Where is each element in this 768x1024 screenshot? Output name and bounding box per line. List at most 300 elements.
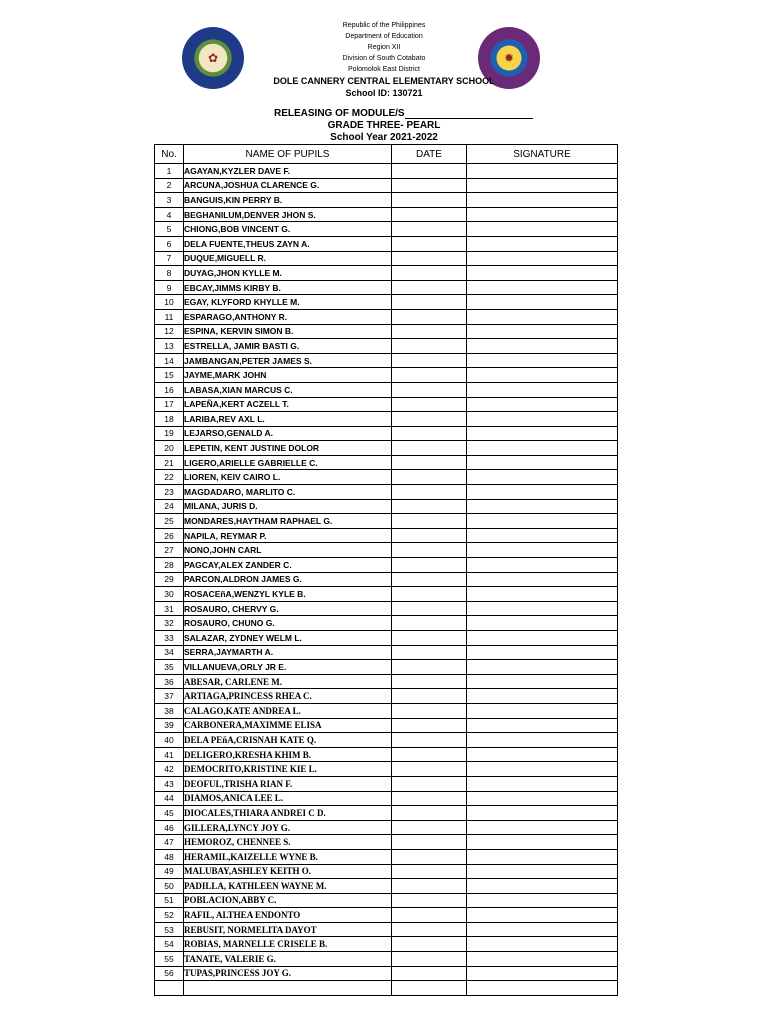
- signature-cell[interactable]: [467, 879, 618, 894]
- signature-cell[interactable]: [467, 266, 618, 281]
- table-row: [155, 266, 618, 281]
- row-number: 32: [155, 616, 184, 631]
- signature-cell[interactable]: [467, 572, 618, 587]
- date-cell[interactable]: [392, 528, 467, 543]
- row-number: 34: [155, 645, 184, 660]
- row-number: 10: [155, 295, 184, 310]
- row-number: 28: [155, 558, 184, 573]
- signature-cell[interactable]: [467, 952, 618, 967]
- row-number: 47: [155, 835, 184, 850]
- row-number: 14: [155, 353, 184, 368]
- row-number: 48: [155, 849, 184, 864]
- date-cell[interactable]: [392, 193, 467, 208]
- pupil-name: CHIONG,BOB VINCENT G.: [184, 222, 392, 237]
- row-number: 26: [155, 528, 184, 543]
- signature-cell[interactable]: [467, 703, 618, 718]
- pupil-name: HERAMIL,KAIZELLE WYNE B.: [184, 849, 392, 864]
- signature-cell[interactable]: [467, 382, 618, 397]
- signature-cell[interactable]: [467, 309, 618, 324]
- date-cell[interactable]: [392, 703, 467, 718]
- pupil-name: LIOREN, KEIV CAIRO L.: [184, 470, 392, 485]
- row-number: 54: [155, 937, 184, 952]
- signature-cell[interactable]: [467, 601, 618, 616]
- date-cell[interactable]: [392, 835, 467, 850]
- row-number: 50: [155, 879, 184, 894]
- pupil-name: PADILLA, KATHLEEN WAYNE M.: [184, 879, 392, 894]
- date-cell[interactable]: [392, 601, 467, 616]
- row-number: 17: [155, 397, 184, 412]
- pupil-name: DELA FUENTE,THEUS ZAYN A.: [184, 236, 392, 251]
- row-number: 8: [155, 266, 184, 281]
- signature-cell[interactable]: [467, 353, 618, 368]
- table-row: [155, 309, 618, 324]
- row-number: 12: [155, 324, 184, 339]
- releasing-label: RELEASING OF MODULE/S: [274, 108, 405, 119]
- date-cell[interactable]: [392, 981, 467, 996]
- table-row: [155, 339, 618, 354]
- header-line-department: Department of Education: [345, 33, 423, 40]
- pupil-name: DELA PEñA,CRISNAH KATE Q.: [184, 733, 392, 748]
- table-row: [155, 382, 618, 397]
- row-number: 40: [155, 733, 184, 748]
- table-row: [155, 514, 618, 529]
- row-number: 27: [155, 543, 184, 558]
- date-cell[interactable]: [392, 689, 467, 704]
- row-number: 13: [155, 339, 184, 354]
- signature-cell[interactable]: [467, 368, 618, 383]
- pupil-name: JAMBANGAN,PETER JAMES S.: [184, 353, 392, 368]
- row-number: 49: [155, 864, 184, 879]
- table-row: [155, 733, 618, 748]
- pupil-name: CARBONERA,MAXIMME ELISA: [184, 718, 392, 733]
- signature-cell[interactable]: [467, 222, 618, 237]
- pupil-name: DELIGERO,KRESHA KHIM B.: [184, 747, 392, 762]
- pupil-name: ESPARAGO,ANTHONY R.: [184, 309, 392, 324]
- table-row: [155, 441, 618, 456]
- table-row: [155, 572, 618, 587]
- table-row: [155, 470, 618, 485]
- row-number: 52: [155, 908, 184, 923]
- row-number: 22: [155, 470, 184, 485]
- date-cell[interactable]: [392, 849, 467, 864]
- signature-cell[interactable]: [467, 835, 618, 850]
- pupil-name: TUPAS,PRINCESS JOY G.: [184, 966, 392, 981]
- pupil-name: ESTRELLA, JAMIR BASTI G.: [184, 339, 392, 354]
- date-cell[interactable]: [392, 455, 467, 470]
- signature-cell[interactable]: [467, 339, 618, 354]
- signature-cell[interactable]: [467, 820, 618, 835]
- row-number: 51: [155, 893, 184, 908]
- column-header-no: No.: [155, 145, 184, 164]
- pupil-name: DIAMOS,ANICA LEE L.: [184, 791, 392, 806]
- date-cell[interactable]: [392, 893, 467, 908]
- signature-cell[interactable]: [467, 689, 618, 704]
- pupil-name: SALAZAR, ZYDNEY WELM L.: [184, 631, 392, 646]
- table-row: [155, 645, 618, 660]
- signature-cell[interactable]: [467, 295, 618, 310]
- signature-cell[interactable]: [467, 193, 618, 208]
- date-cell[interactable]: [392, 236, 467, 251]
- date-cell[interactable]: [392, 908, 467, 923]
- row-number: 6: [155, 236, 184, 251]
- table-row: [155, 660, 618, 675]
- signature-cell[interactable]: [467, 178, 618, 193]
- pupil-name: VILLANUEVA,ORLY JR E.: [184, 660, 392, 675]
- row-number: [155, 981, 184, 996]
- date-cell[interactable]: [392, 952, 467, 967]
- signature-cell[interactable]: [467, 733, 618, 748]
- row-number: 21: [155, 455, 184, 470]
- signature-cell[interactable]: [467, 966, 618, 981]
- pupil-name: DUQUE,MIGUELL R.: [184, 251, 392, 266]
- date-cell[interactable]: [392, 251, 467, 266]
- school-year: School Year 2021-2022: [330, 132, 438, 143]
- date-cell[interactable]: [392, 368, 467, 383]
- school-id: School ID: 130721: [345, 88, 423, 98]
- table-row: [155, 849, 618, 864]
- pupil-name: LEPETIN, KENT JUSTINE DOLOR: [184, 441, 392, 456]
- signature-cell[interactable]: [467, 616, 618, 631]
- date-cell[interactable]: [392, 426, 467, 441]
- pupil-name: DEOFUL,TRISHA RIAN F.: [184, 776, 392, 791]
- signature-cell[interactable]: [467, 922, 618, 937]
- signature-cell[interactable]: [467, 937, 618, 952]
- table-row: [155, 893, 618, 908]
- table-row: [155, 762, 618, 777]
- date-cell[interactable]: [392, 791, 467, 806]
- row-number: 16: [155, 382, 184, 397]
- pupil-name: LAPEÑA,KERT ACZELL T.: [184, 397, 392, 412]
- row-number: 31: [155, 601, 184, 616]
- row-number: 5: [155, 222, 184, 237]
- table-row: [155, 776, 618, 791]
- table-row: [155, 703, 618, 718]
- table-row: [155, 631, 618, 646]
- table-header-row: [155, 145, 618, 164]
- table-row: [155, 295, 618, 310]
- date-cell[interactable]: [392, 922, 467, 937]
- signature-cell[interactable]: [467, 412, 618, 427]
- pupil-name: PARCON,ALDRON JAMES G.: [184, 572, 392, 587]
- row-number: 44: [155, 791, 184, 806]
- signature-cell[interactable]: [467, 747, 618, 762]
- signature-cell[interactable]: [467, 441, 618, 456]
- row-number: 39: [155, 718, 184, 733]
- pupil-name: ABESAR, CARLENE M.: [184, 674, 392, 689]
- date-cell[interactable]: [392, 806, 467, 821]
- signature-cell[interactable]: [467, 981, 618, 996]
- table-row: [155, 966, 618, 981]
- table-row: [155, 601, 618, 616]
- table-row: [155, 587, 618, 602]
- row-number: 19: [155, 426, 184, 441]
- signature-cell[interactable]: [467, 762, 618, 777]
- signature-cell[interactable]: [467, 893, 618, 908]
- date-cell[interactable]: [392, 339, 467, 354]
- signature-cell[interactable]: [467, 207, 618, 222]
- pupil-name: DIOCALES,THIARA ANDREI C D.: [184, 806, 392, 821]
- date-cell[interactable]: [392, 485, 467, 500]
- pupil-name: AGAYAN,KYZLER DAVE F.: [184, 164, 392, 179]
- pupil-name: EBCAY,JIMMS KIRBY B.: [184, 280, 392, 295]
- signature-cell[interactable]: [467, 514, 618, 529]
- table-row: [155, 791, 618, 806]
- row-number: 3: [155, 193, 184, 208]
- pupil-name: MAGDADARO, MARLITO C.: [184, 485, 392, 500]
- table-row: [155, 193, 618, 208]
- row-number: 9: [155, 280, 184, 295]
- date-cell[interactable]: [392, 660, 467, 675]
- date-cell[interactable]: [392, 280, 467, 295]
- pupil-name: PAGCAY,ALEX ZANDER C.: [184, 558, 392, 573]
- signature-cell[interactable]: [467, 718, 618, 733]
- signature-cell[interactable]: [467, 806, 618, 821]
- pupil-name: DEMOCRITO,KRISTINE KIE L.: [184, 762, 392, 777]
- table-row: [155, 455, 618, 470]
- row-number: 4: [155, 207, 184, 222]
- signature-cell[interactable]: [467, 908, 618, 923]
- date-cell[interactable]: [392, 295, 467, 310]
- date-cell[interactable]: [392, 178, 467, 193]
- pupil-name: ROSAURO, CHUNO G.: [184, 616, 392, 631]
- table-row: [155, 485, 618, 500]
- roster-body: [155, 164, 618, 996]
- table-row: [155, 689, 618, 704]
- table-row: [155, 222, 618, 237]
- date-cell[interactable]: [392, 382, 467, 397]
- date-cell[interactable]: [392, 222, 467, 237]
- table-row: [155, 368, 618, 383]
- date-cell[interactable]: [392, 879, 467, 894]
- table-row: [155, 674, 618, 689]
- table-row: [155, 616, 618, 631]
- table-row: [155, 280, 618, 295]
- column-header-name: NAME OF PUPILS: [184, 145, 392, 164]
- signature-cell[interactable]: [467, 791, 618, 806]
- pupil-name: [184, 981, 392, 996]
- table-row: [155, 207, 618, 222]
- pupil-name: ESPINA, KERVIN SIMON B.: [184, 324, 392, 339]
- row-number: 35: [155, 660, 184, 675]
- row-number: 53: [155, 922, 184, 937]
- signature-cell[interactable]: [467, 485, 618, 500]
- signature-cell[interactable]: [467, 587, 618, 602]
- signature-cell[interactable]: [467, 558, 618, 573]
- signature-cell[interactable]: [467, 426, 618, 441]
- header-line-republic: Republic of the Philippines: [342, 22, 426, 29]
- signature-cell[interactable]: [467, 280, 618, 295]
- row-number: 55: [155, 952, 184, 967]
- row-number: 1: [155, 164, 184, 179]
- releasing-blank-line: [405, 109, 533, 119]
- releasing-title: [274, 108, 533, 119]
- date-cell[interactable]: [392, 470, 467, 485]
- pupil-name: BEGHANILUM,DENVER JHON S.: [184, 207, 392, 222]
- row-number: 42: [155, 762, 184, 777]
- row-number: 2: [155, 178, 184, 193]
- row-number: 7: [155, 251, 184, 266]
- row-number: 33: [155, 631, 184, 646]
- pupil-name: RAFIL, ALTHEA ENDONTO: [184, 908, 392, 923]
- header-line-division: Division of South Cotabato: [342, 55, 426, 62]
- table-row: [155, 528, 618, 543]
- pupil-name: MONDARES,HAYTHAM RAPHAEL G.: [184, 514, 392, 529]
- pupil-name: ARCUNA,JOSHUA CLARENCE G.: [184, 178, 392, 193]
- signature-cell[interactable]: [467, 164, 618, 179]
- signature-cell[interactable]: [467, 528, 618, 543]
- table-row: [155, 558, 618, 573]
- pupil-name: LARIBA,REV AXL L.: [184, 412, 392, 427]
- pupil-name: CALAGO,KATE ANDREA L.: [184, 703, 392, 718]
- pupil-name: JAYME,MARK JOHN: [184, 368, 392, 383]
- date-cell[interactable]: [392, 762, 467, 777]
- row-number: 24: [155, 499, 184, 514]
- row-number: 11: [155, 309, 184, 324]
- signature-cell[interactable]: [467, 455, 618, 470]
- table-row: [155, 937, 618, 952]
- date-cell[interactable]: [392, 645, 467, 660]
- signature-cell[interactable]: [467, 776, 618, 791]
- date-cell[interactable]: [392, 718, 467, 733]
- pupil-roster-table: [154, 144, 618, 996]
- pupil-name: LEJARSO,GENALD A.: [184, 426, 392, 441]
- pupil-name: TANATE, VALERIE G.: [184, 952, 392, 967]
- signature-cell[interactable]: [467, 397, 618, 412]
- date-cell[interactable]: [392, 733, 467, 748]
- signature-cell[interactable]: [467, 324, 618, 339]
- date-cell[interactable]: [392, 353, 467, 368]
- table-row: [155, 164, 618, 179]
- date-cell[interactable]: [392, 514, 467, 529]
- row-number: 30: [155, 587, 184, 602]
- pupil-name: BANGUIS,KIN PERRY B.: [184, 193, 392, 208]
- date-cell[interactable]: [392, 966, 467, 981]
- row-number: 41: [155, 747, 184, 762]
- table-row: [155, 718, 618, 733]
- school-logo-emblem: ✿: [207, 51, 219, 65]
- row-number: 25: [155, 514, 184, 529]
- signature-cell[interactable]: [467, 499, 618, 514]
- signature-cell[interactable]: [467, 645, 618, 660]
- pupil-name: LIGERO,ARIELLE GABRIELLE C.: [184, 455, 392, 470]
- date-cell[interactable]: [392, 937, 467, 952]
- date-cell[interactable]: [392, 631, 467, 646]
- pupil-name: REBUSIT, NORMELITA DAYOT: [184, 922, 392, 937]
- pupil-name: SERRA,JAYMARTH A.: [184, 645, 392, 660]
- pupil-name: ROBIAS, MARNELLE CRISELE B.: [184, 937, 392, 952]
- row-number: 18: [155, 412, 184, 427]
- document-header: [0, 20, 768, 99]
- date-cell[interactable]: [392, 820, 467, 835]
- row-number: 43: [155, 776, 184, 791]
- date-cell[interactable]: [392, 324, 467, 339]
- pupil-name: ROSACEñA,WENZYL KYLE B.: [184, 587, 392, 602]
- table-row: [155, 747, 618, 762]
- column-header-signature: SIGNATURE: [467, 145, 618, 164]
- table-row: [155, 353, 618, 368]
- signature-cell[interactable]: [467, 674, 618, 689]
- date-cell[interactable]: [392, 674, 467, 689]
- table-row: [155, 251, 618, 266]
- date-cell[interactable]: [392, 616, 467, 631]
- table-row: [155, 879, 618, 894]
- date-cell[interactable]: [392, 207, 467, 222]
- table-row: [155, 543, 618, 558]
- pupil-name: LABASA,XIAN MARCUS C.: [184, 382, 392, 397]
- signature-cell[interactable]: [467, 660, 618, 675]
- header-line-district: Polomolok East District: [348, 66, 420, 73]
- row-number: 37: [155, 689, 184, 704]
- date-cell[interactable]: [392, 558, 467, 573]
- table-row: [155, 178, 618, 193]
- date-cell[interactable]: [392, 266, 467, 281]
- date-cell[interactable]: [392, 441, 467, 456]
- table-row: [155, 324, 618, 339]
- table-row: [155, 426, 618, 441]
- signature-cell[interactable]: [467, 543, 618, 558]
- row-number: 29: [155, 572, 184, 587]
- pupil-name: NAPILA, REYMAR P.: [184, 528, 392, 543]
- date-cell[interactable]: [392, 397, 467, 412]
- pupil-name: HEMOROZ, CHENNEE S.: [184, 835, 392, 850]
- date-cell[interactable]: [392, 499, 467, 514]
- table-row: [155, 922, 618, 937]
- date-cell[interactable]: [392, 776, 467, 791]
- date-cell[interactable]: [392, 587, 467, 602]
- table-row: [155, 981, 618, 996]
- division-logo-emblem: ✹: [503, 51, 515, 65]
- row-number: 46: [155, 820, 184, 835]
- row-number: 36: [155, 674, 184, 689]
- pupil-name: DUYAG,JHON KYLLE M.: [184, 266, 392, 281]
- table-row: [155, 499, 618, 514]
- date-cell[interactable]: [392, 572, 467, 587]
- row-number: 15: [155, 368, 184, 383]
- row-number: 38: [155, 703, 184, 718]
- table-row: [155, 236, 618, 251]
- date-cell[interactable]: [392, 543, 467, 558]
- school-name: DOLE CANNERY CENTRAL ELEMENTARY SCHOOL: [273, 76, 495, 86]
- table-row: [155, 397, 618, 412]
- column-header-date: DATE: [392, 145, 467, 164]
- signature-cell[interactable]: [467, 631, 618, 646]
- signature-cell[interactable]: [467, 849, 618, 864]
- table-row: [155, 835, 618, 850]
- pupil-name: MILANA, JURIS D.: [184, 499, 392, 514]
- signature-cell[interactable]: [467, 470, 618, 485]
- signature-cell[interactable]: [467, 251, 618, 266]
- header-line-region: Region XII: [367, 44, 401, 51]
- date-cell[interactable]: [392, 164, 467, 179]
- pupil-name: EGAY, KLYFORD KHYLLE M.: [184, 295, 392, 310]
- date-cell[interactable]: [392, 747, 467, 762]
- pupil-name: NONO,JOHN CARL: [184, 543, 392, 558]
- table-row: [155, 952, 618, 967]
- pupil-name: GILLERA,LYNCY JOY G.: [184, 820, 392, 835]
- pupil-name: ARTIAGA,PRINCESS RHEA C.: [184, 689, 392, 704]
- date-cell[interactable]: [392, 309, 467, 324]
- table-row: [155, 820, 618, 835]
- signature-cell[interactable]: [467, 236, 618, 251]
- row-number: 23: [155, 485, 184, 500]
- pupil-name: POBLACION,ABBY C.: [184, 893, 392, 908]
- date-cell[interactable]: [392, 412, 467, 427]
- signature-cell[interactable]: [467, 864, 618, 879]
- table-row: [155, 864, 618, 879]
- table-row: [155, 908, 618, 923]
- table-row: [155, 806, 618, 821]
- date-cell[interactable]: [392, 864, 467, 879]
